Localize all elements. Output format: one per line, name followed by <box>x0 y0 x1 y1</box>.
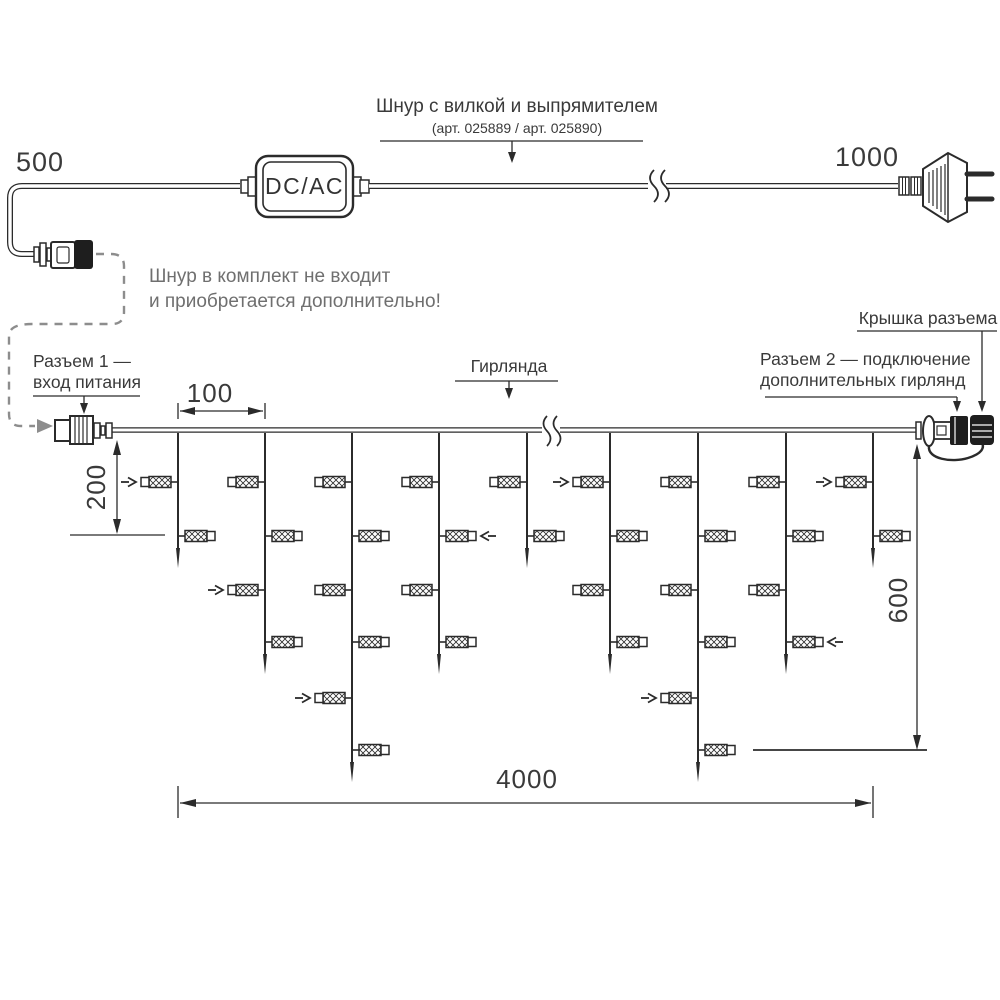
bulb-icon <box>661 585 698 596</box>
bulb-icon <box>786 637 843 648</box>
bulb-icon <box>698 745 735 756</box>
bulb-icon <box>208 585 265 596</box>
connector2-label-line1: Разъем 2 — подключение <box>760 349 971 369</box>
dim-500-label: 500 <box>16 147 65 177</box>
bulb-icon <box>610 637 647 648</box>
bulb-icon <box>749 477 786 488</box>
bulb-icon <box>228 477 265 488</box>
garland-assembly <box>55 415 994 782</box>
garland-drop <box>641 433 735 782</box>
garland-drop <box>553 433 647 674</box>
bulb-icon <box>527 531 564 542</box>
dim-200-label: 200 <box>80 463 111 511</box>
dim-4000-label: 4000 <box>496 764 558 794</box>
bulb-marker-arrow-icon <box>295 694 310 703</box>
bulb-icon <box>641 693 698 704</box>
bulb-icon <box>352 531 389 542</box>
note-line1: Шнур в комплект не входит <box>149 266 391 287</box>
bulb-icon <box>553 477 610 488</box>
bulb-icon <box>749 585 786 596</box>
bulb-icon <box>352 745 389 756</box>
garland-wire-break-icon <box>544 416 561 446</box>
connector1-icon <box>55 416 112 444</box>
bulb-icon <box>121 477 178 488</box>
bulb-icon <box>873 531 910 542</box>
garland-drops <box>121 433 910 782</box>
leader-garland-label <box>455 381 558 399</box>
bulb-icon <box>178 531 215 542</box>
bulb-marker-arrow-icon <box>641 694 656 703</box>
bulb-marker-arrow-icon <box>121 478 136 487</box>
garland-drop <box>402 433 496 674</box>
connector1-label-line2: вход питания <box>33 372 141 392</box>
garland-drop <box>490 433 564 568</box>
bulb-icon <box>816 477 873 488</box>
dc-ac-label: DC/AC <box>264 173 345 199</box>
connector1-label-line1: Разъем 1 — <box>33 351 131 371</box>
bulb-marker-arrow-icon <box>816 478 831 487</box>
bulb-icon <box>265 637 302 648</box>
bulb-icon <box>439 531 496 542</box>
leader-connector1-label <box>33 396 140 414</box>
bulb-icon <box>352 637 389 648</box>
bulb-icon <box>315 477 352 488</box>
bulb-icon <box>265 531 302 542</box>
leader-cord-annotation <box>380 141 643 163</box>
bulb-icon <box>698 637 735 648</box>
dim-600-label: 600 <box>882 576 913 624</box>
bulb-icon <box>490 477 527 488</box>
not-included-dashed-path <box>9 254 124 433</box>
bulb-icon <box>295 693 352 704</box>
bulb-icon <box>439 637 476 648</box>
bulb-icon <box>661 477 698 488</box>
cord-annotation-line1: Шнур с вилкой и выпрямителем <box>376 96 658 117</box>
gray-arrow-icon <box>37 419 53 433</box>
garland-drop <box>749 433 843 674</box>
garland-label: Гирлянда <box>470 356 548 376</box>
bulb-icon <box>402 477 439 488</box>
bulb-icon <box>698 531 735 542</box>
cord-annotation-line2: (арт. 025889 / арт. 025890) <box>431 120 603 136</box>
dim-100-label: 100 <box>186 378 234 408</box>
cap-label: Крышка разъема <box>858 308 998 328</box>
bulb-marker-arrow-icon <box>208 586 223 595</box>
bulb-icon <box>402 585 439 596</box>
connector2-label-line2: дополнительных гирлянд <box>760 370 966 390</box>
bulb-icon <box>573 585 610 596</box>
garland-drop <box>295 433 389 782</box>
bulb-marker-arrow-icon <box>828 638 843 647</box>
leader-connector2-label <box>765 397 961 412</box>
garland-drop <box>208 433 302 674</box>
bulb-marker-arrow-icon <box>481 532 496 541</box>
connector2-with-cap-icon <box>916 415 994 460</box>
garland-drop <box>121 433 215 568</box>
bulb-icon <box>786 531 823 542</box>
dim-1000-label: 1000 <box>835 142 900 172</box>
note-line2: и приобретается дополнительно! <box>149 291 441 312</box>
wire-break-icon <box>650 170 669 202</box>
bulb-icon <box>610 531 647 542</box>
euro-plug-icon <box>899 153 992 222</box>
garland-drop <box>816 433 910 568</box>
bulb-marker-arrow-icon <box>553 478 568 487</box>
connector1-label <box>33 351 141 393</box>
bulb-icon <box>315 585 352 596</box>
not-included-note <box>149 264 441 314</box>
power-input-connector-icon <box>34 240 93 269</box>
connector2-label <box>760 349 971 391</box>
